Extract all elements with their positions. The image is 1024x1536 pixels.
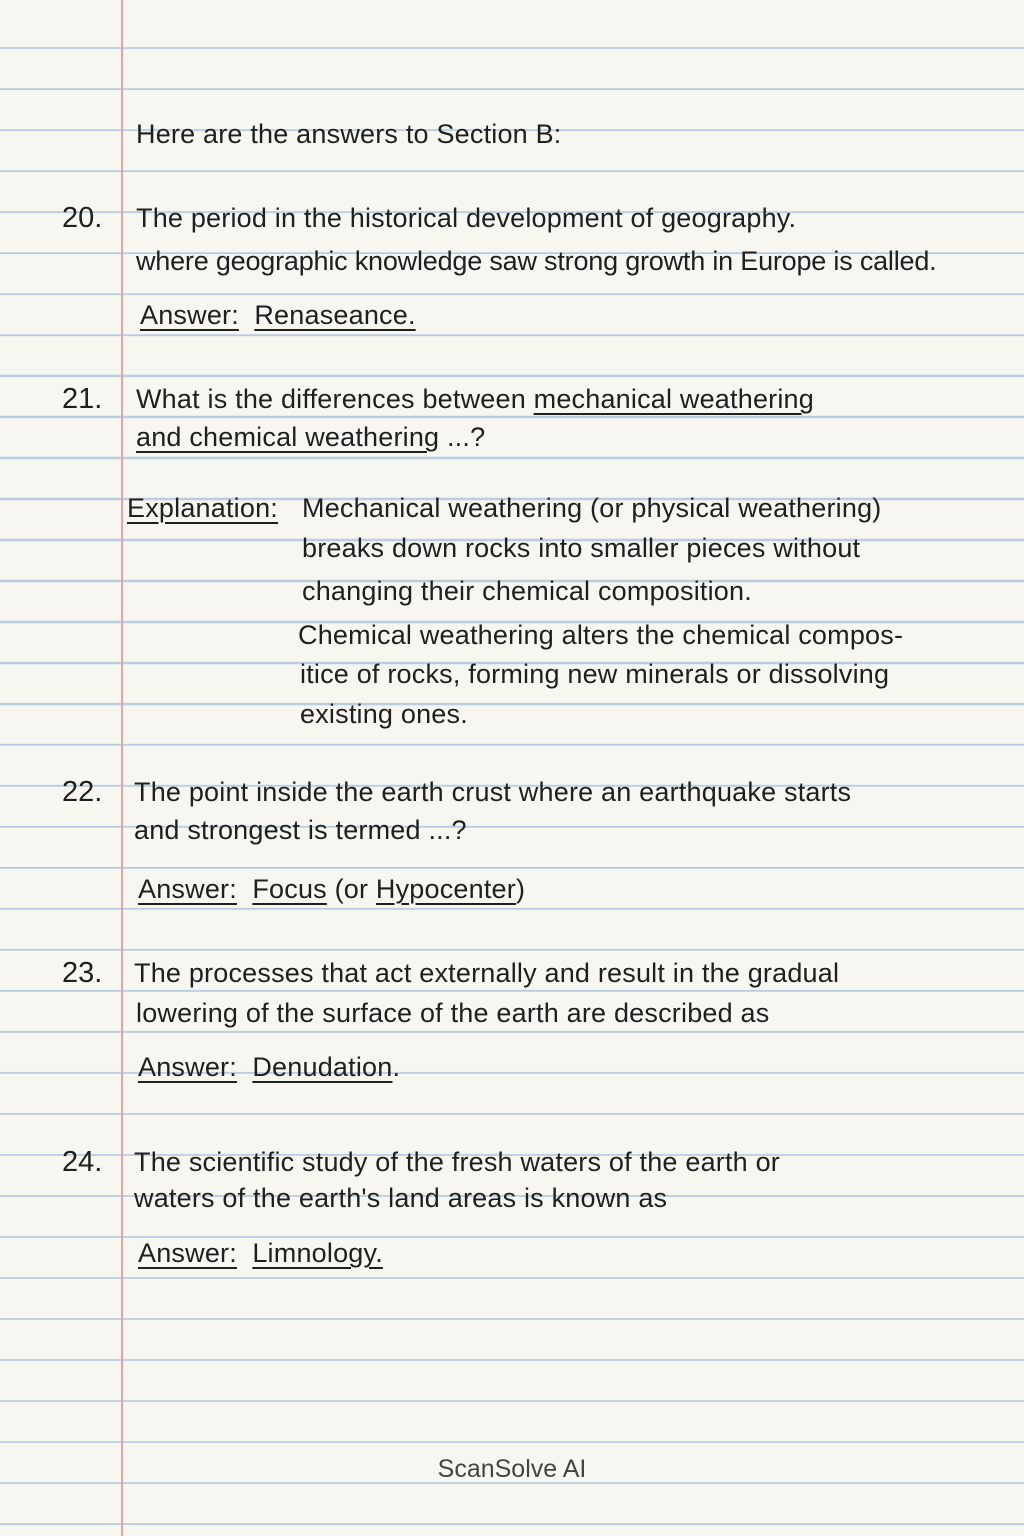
- question-22-number: 22.: [62, 776, 103, 808]
- question-21-underlined-term: mechanical weathering: [533, 384, 814, 414]
- explanation-line-6: existing ones.: [300, 699, 468, 729]
- answer-value: Renaseance.: [254, 300, 416, 330]
- answer-label: Answer:: [138, 1052, 237, 1082]
- question-22-line-2: and strongest is termed ...?: [134, 815, 467, 845]
- footer-watermark: ScanSolve AI: [437, 1455, 587, 1483]
- answer-value: Focus: [252, 874, 327, 904]
- question-22-answer: Answer: Focus (or Hypocenter): [138, 874, 526, 904]
- explanation-line-3: changing their chemical composition.: [302, 576, 752, 606]
- answer-label: Answer:: [138, 1238, 237, 1268]
- answer-label: Answer:: [138, 874, 237, 904]
- question-21-suffix: ...?: [439, 422, 486, 452]
- question-20-number: 20.: [62, 202, 103, 234]
- explanation-line-5: itice of rocks, forming new minerals or dissolving: [300, 659, 890, 689]
- question-20-line-1: The period in the historical development of geography.: [136, 203, 797, 233]
- answer-value-alt: Hypocenter: [375, 874, 516, 904]
- question-23-line-2: lowering of the surface of the earth are described as: [136, 998, 770, 1028]
- question-23-line-1: The processes that act externally and result in the gradual: [134, 958, 840, 988]
- question-24-line-1: The scientific study of the fresh waters of the earth or: [134, 1147, 781, 1177]
- answer-value: Limnology.: [252, 1238, 383, 1268]
- question-21-line-2: [136, 420, 485, 454]
- question-22-line-1: The point inside the earth crust where an earthquake starts: [134, 777, 852, 807]
- question-24-answer: [138, 1236, 383, 1270]
- question-23-number: 23.: [62, 957, 103, 989]
- question-24-line-2: waters of the earth's land areas is known as: [134, 1183, 668, 1213]
- answer-label: Answer:: [140, 300, 239, 330]
- explanation-line-2: breaks down rocks into smaller pieces without: [302, 533, 861, 563]
- explanation-line-1: Mechanical weathering (or physical weathering): [302, 493, 882, 523]
- intro-text: Here are the answers to Section B:: [136, 119, 562, 149]
- question-21-underlined-term-2: and chemical weathering: [136, 422, 440, 452]
- question-20-line-2: where geographic knowledge saw strong growth in Europe is called.: [136, 246, 937, 276]
- answer-value: Denudation: [252, 1052, 393, 1082]
- margin-line: [121, 0, 123, 1536]
- question-20-answer: [140, 298, 416, 332]
- question-21-text: What is the differences between: [136, 384, 534, 414]
- explanation-line-4: Chemical weathering alters the chemical compos-: [298, 620, 904, 650]
- question-21-line-1: [136, 382, 814, 416]
- explanation-label: Explanation:: [127, 493, 279, 523]
- question-24-number: 24.: [62, 1146, 103, 1178]
- question-21-number: 21.: [62, 383, 103, 415]
- question-23-answer: Answer: Denudation.: [138, 1052, 401, 1082]
